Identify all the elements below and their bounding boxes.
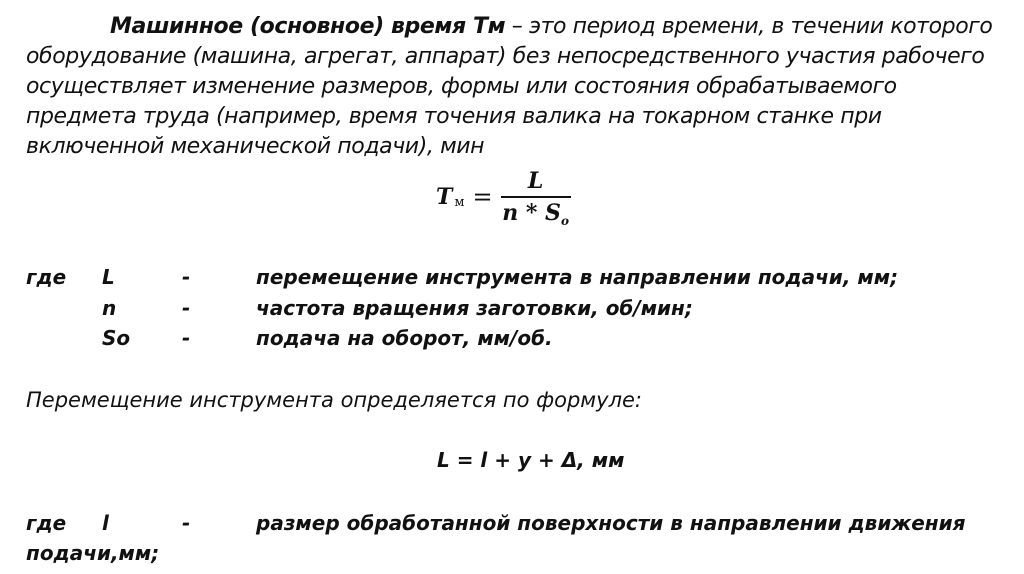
legend-symbol: l — [102, 511, 109, 535]
legend-dash: - — [182, 265, 191, 289]
formula-lhs-subscript: м — [454, 194, 465, 210]
legend-continuation: подачи,мм; — [26, 541, 160, 565]
legend-row — [26, 293, 1006, 323]
legend-dash: - — [182, 511, 191, 535]
machine-time-formula — [436, 162, 571, 232]
legend-dash: - — [182, 326, 191, 350]
definition-paragraph — [26, 12, 1006, 162]
legend-row — [26, 262, 1006, 292]
denominator-main: n * S — [502, 200, 561, 226]
legend-description: частота вращения заготовки, об/мин; — [256, 296, 693, 320]
legend-prefix: где — [26, 511, 67, 535]
legend-row — [26, 508, 1006, 538]
legend-symbol: So — [102, 326, 131, 350]
formula-fraction — [501, 168, 571, 226]
legend-symbol: L — [102, 265, 115, 289]
formula-intro-text: Перемещение инструмента определяется по формуле: — [26, 388, 642, 412]
legend-dash: - — [182, 296, 191, 320]
definition-text: – это период времени, в течении которого оборудование (машина, агрегат, аппарат) без непосредственного участия рабочего осуществляет изменение размеров, формы или состояния обрабатываемого предмета труда (например, время точения валика на токарном станке при включенной механической подачи), мин — [26, 14, 993, 159]
legend-row — [26, 323, 1006, 353]
denominator-subscript: o — [560, 214, 569, 228]
displacement-formula: L = l + y + Δ, мм — [437, 448, 625, 472]
formula-equals: = — [472, 183, 493, 211]
legend-prefix: где — [26, 265, 67, 289]
legend-symbol: n — [102, 296, 117, 320]
formula-denominator — [502, 198, 569, 226]
legend-description: подача на оборот, мм/об. — [256, 326, 553, 350]
formula-numerator: L — [527, 168, 544, 194]
legend-description: размер обработанной поверхности в направлении движения — [256, 511, 966, 535]
term-machine-time: Машинное (основное) время Тм — [110, 14, 506, 39]
formula-lhs: T — [436, 184, 453, 210]
legend-description: перемещение инструмента в направлении подачи, мм; — [256, 265, 899, 289]
